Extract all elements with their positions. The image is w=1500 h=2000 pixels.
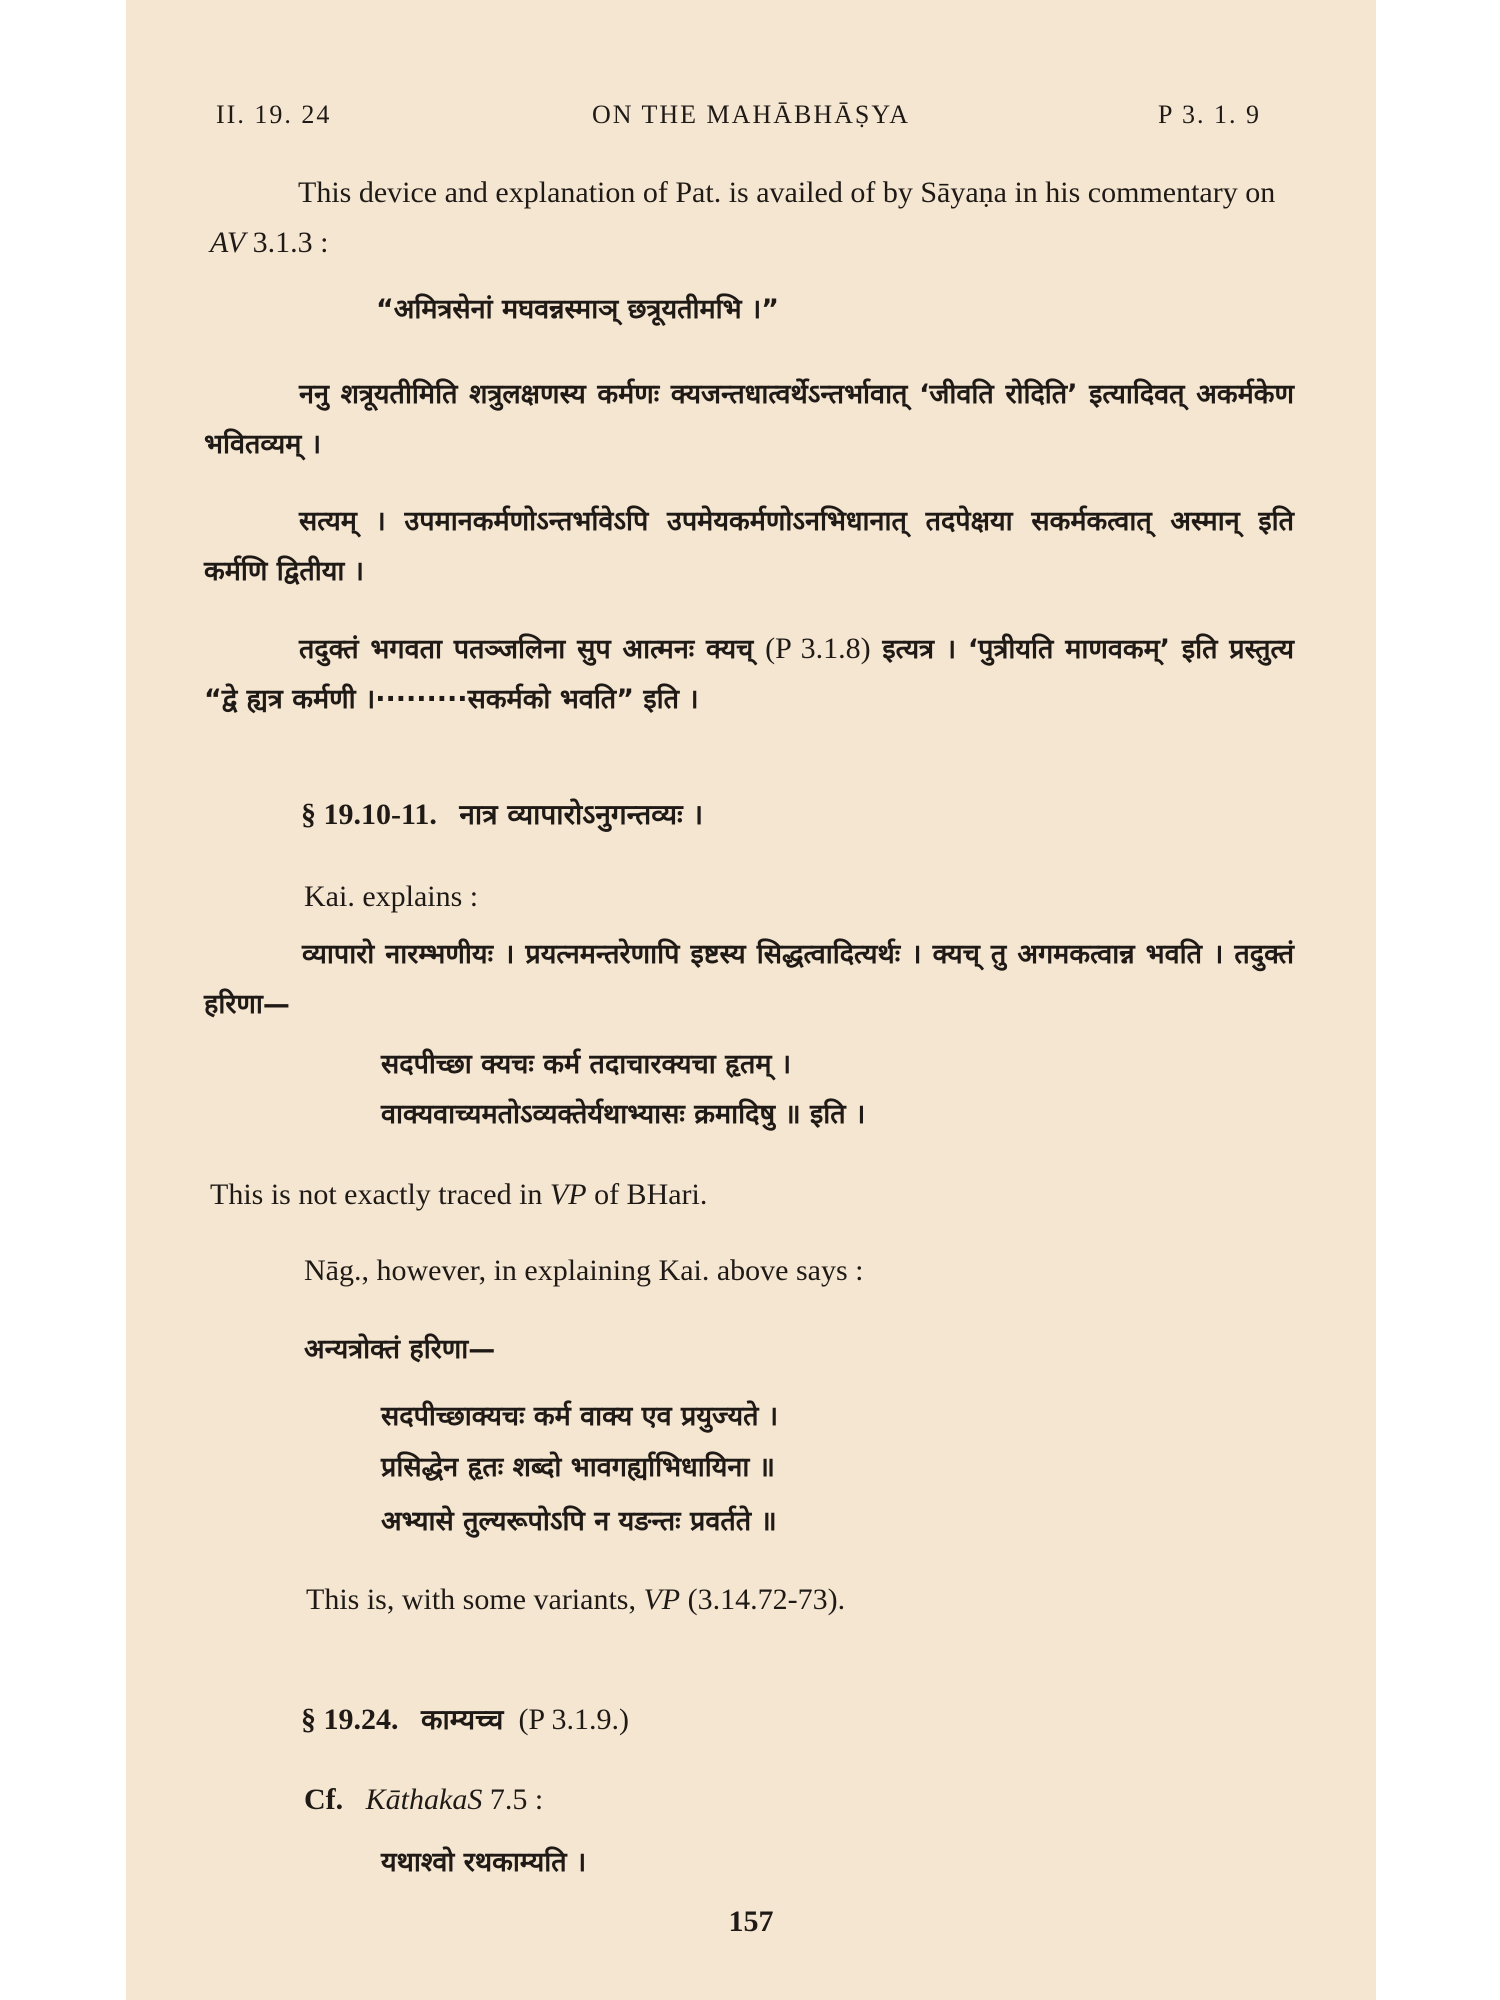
section-number-2: § 19.24. bbox=[301, 1703, 399, 1736]
sk3-before: तदुक्तं भगवता पतञ्जलिना सुप आत्मनः क्यच् bbox=[299, 634, 754, 665]
para4-after: (3.14.72-73). bbox=[687, 1583, 846, 1616]
verse-1-line-2: वाक्यवाच्यमतोऽव्यक्तेर्यथाभ्यासः क्रमादिषु ॥ इति । bbox=[381, 1099, 866, 1130]
para2-after: of BHari. bbox=[594, 1178, 708, 1211]
para4-italic: VP bbox=[643, 1583, 681, 1616]
sanskrit-paragraph-4: व्यापारो नारम्भणीयः । प्रयत्नमन्तरेणापि इष्टस्य सिद्धत्वादित्यर्थः । क्यच् तु अगमकत्वान्न भवति । तदुक्तं हरिणा— bbox=[204, 939, 1294, 1020]
nag-paragraph: Nāg., however, in explaining Kai. above says : bbox=[304, 1254, 864, 1287]
sanskrit-quote-1: “अमित्रसेनां मघवन्नस्माञ् छत्रूयतीमभि ।” bbox=[376, 294, 779, 325]
verse-2-line-3: अभ्यासे तुल्यरूपोऽपि न यङन्तः प्रवर्तते ॥ bbox=[381, 1506, 777, 1537]
section-number: § 19.10-11. bbox=[301, 798, 437, 831]
para2-before: This is not exactly traced in bbox=[210, 1178, 543, 1211]
intro-paragraph bbox=[210, 168, 1290, 268]
section-heading-19-24 bbox=[301, 1700, 629, 1738]
cf-italic: KāthakaS bbox=[365, 1783, 483, 1816]
not-traced-paragraph bbox=[210, 1170, 707, 1220]
intro-ref-rest: 3.1.3 : bbox=[252, 226, 329, 259]
verse-2-line-1: सदपीच्छाक्यचः कर्म वाक्य एव प्रयुज्यते । bbox=[381, 1401, 779, 1432]
sanskrit-paragraph-5: अन्यत्रोक्तं हरिणा— bbox=[304, 1334, 496, 1365]
verse-1-line-1: सदपीच्छा क्यचः कर्म तदाचारक्यचा हृतम् । bbox=[381, 1049, 792, 1080]
sk3-ref: (P 3.1.8) bbox=[765, 632, 871, 665]
cf-rest: 7.5 : bbox=[489, 1783, 544, 1816]
section-title: नात्र व्यापारोऽनुगन्तव्यः । bbox=[459, 798, 704, 831]
running-title: ON THE MAHĀBHĀṢYA bbox=[591, 100, 911, 129]
page-number: 157 bbox=[728, 1905, 774, 1938]
cf-line bbox=[304, 1775, 543, 1825]
sk3-after: इत्यत्र । ‘पुत्रीयति माणवकम्’ इति प्रस्तुत्य “द्वे ह्यत्र कर्मणी ।·········सकर्मको भवति” इति । bbox=[204, 634, 1294, 715]
header-left: II. 19. 24 bbox=[216, 100, 332, 129]
para2-italic: VP bbox=[549, 1178, 587, 1211]
verse-2-line-2: प्रसिद्धेन हृतः शब्दो भावगर्ह्याभिधायिना ॥ bbox=[381, 1452, 775, 1483]
section-heading-19-10-11 bbox=[301, 795, 703, 833]
header-right: P 3. 1. 9 bbox=[1158, 100, 1261, 129]
sanskrit-paragraph-1: ननु शत्रूयतीमिति शत्रुलक्षणस्य कर्मणः क्यजन्तधात्वर्थेऽन्तर्भावात् ‘जीवति रोदिति’ इत्यादिवत् अकर्मकेण भवितव्यम् । bbox=[204, 379, 1294, 460]
intro-text: This device and explanation of Pat. is availed of by Sāyaṇa in his commentary on bbox=[298, 176, 1276, 209]
book-page bbox=[126, 0, 1376, 2000]
sanskrit-paragraph-3 bbox=[204, 624, 1294, 725]
cf-label: Cf. bbox=[304, 1783, 344, 1816]
para4-before: This is, with some variants, bbox=[306, 1583, 636, 1616]
variants-paragraph bbox=[306, 1575, 845, 1625]
kai-explains: Kai. explains : bbox=[304, 880, 479, 913]
section-title-2: काम्यच्च bbox=[421, 1703, 504, 1736]
sanskrit-paragraph-6: यथाश्वो रथकाम्यति । bbox=[381, 1847, 587, 1878]
section-ref-2: (P 3.1.9.) bbox=[518, 1703, 629, 1736]
sanskrit-paragraph-2: सत्यम् । उपमानकर्मणोऽन्तर्भावेऽपि उपमेयकर्मणोऽनभिधानात् तदपेक्षया सकर्मकत्वात् अस्मान् इति कर्मणि द्वितीया । bbox=[204, 506, 1294, 587]
intro-ref-italic: AV bbox=[210, 226, 246, 259]
